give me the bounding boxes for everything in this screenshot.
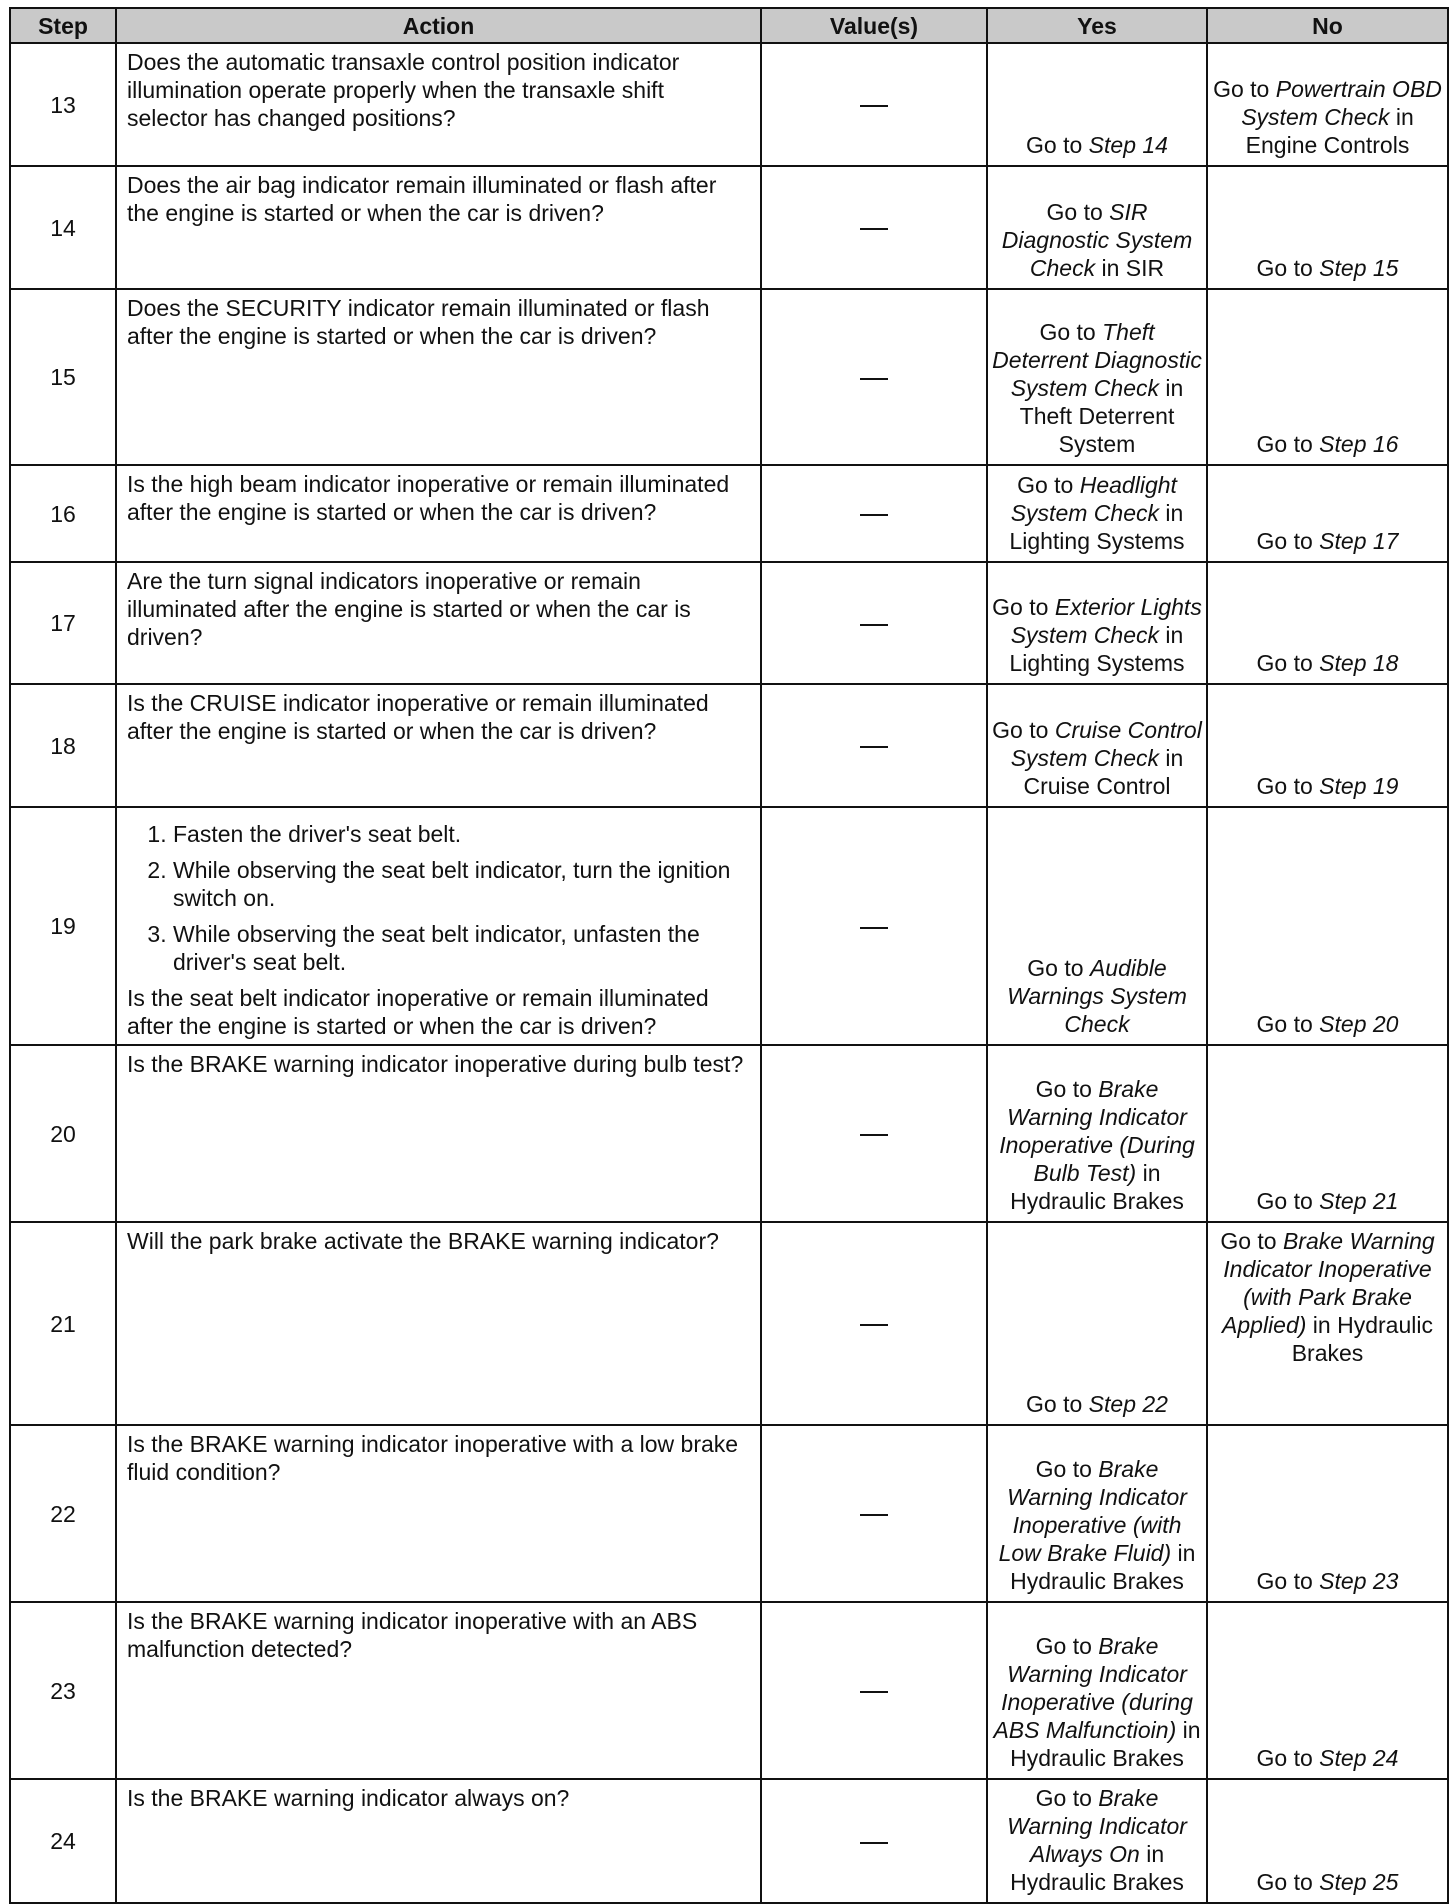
yes-cell: Go to SIR Diagnostic System Check in SIR (987, 166, 1207, 289)
step-number: 16 (10, 465, 116, 562)
action-text: Does the air bag indicator remain illuminated or flash after the engine is started or when the car is driven? (116, 166, 761, 289)
step-number: 17 (10, 562, 116, 684)
action-text: Is the high beam indicator inoperative or remain illuminated after the engine is started or when the car is driven? (116, 465, 761, 562)
step-number: 22 (10, 1425, 116, 1602)
no-cell: Go to Brake Warning Indicator Inoperative (with Park Brake Applied) in Hydraulic Brakes (1207, 1222, 1448, 1425)
value-dash (860, 1134, 888, 1136)
table-row (10, 562, 1448, 684)
value-dash (860, 1324, 888, 1326)
action-text: Is the BRAKE warning indicator inoperative during bulb test? (116, 1045, 761, 1222)
value-dash (860, 228, 888, 230)
yes-cell: Go to Brake Warning Indicator Inoperative (During Bulb Test) in Hydraulic Brakes (987, 1045, 1207, 1222)
step-number: 24 (10, 1779, 116, 1903)
no-cell: Go to Step 17 (1207, 465, 1448, 562)
value-dash (860, 1691, 888, 1693)
table-row (10, 807, 1448, 1045)
list-item: 2. While observing the seat belt indicator, turn the ignition switch on. (173, 856, 750, 912)
no-cell: Go to Step 21 (1207, 1045, 1448, 1222)
value-dash (860, 1842, 888, 1844)
step-number: 14 (10, 166, 116, 289)
value-cell (761, 43, 987, 166)
action-text: Is the BRAKE warning indicator always on? (116, 1779, 761, 1903)
yes-cell: Go to Step 14 (987, 43, 1207, 166)
step-number: 15 (10, 289, 116, 465)
action-text: Is the BRAKE warning indicator inoperative with a low brake fluid condition? (116, 1425, 761, 1602)
list-item: 3. While observing the seat belt indicator, unfasten the driver's seat belt. (173, 920, 750, 976)
action-text: Will the park brake activate the BRAKE warning indicator? (116, 1222, 761, 1425)
action-text: Does the automatic transaxle control position indicator illumination operate properly when the transaxle shift selector has changed positions? (116, 43, 761, 166)
table-row (10, 1779, 1448, 1903)
step-number: 20 (10, 1045, 116, 1222)
action-steps-list (127, 820, 750, 976)
table-row (10, 289, 1448, 465)
value-dash (860, 105, 888, 107)
step-number: 19 (10, 807, 116, 1045)
action-text (116, 807, 761, 1045)
step-number: 23 (10, 1602, 116, 1779)
value-dash (860, 624, 888, 626)
header-step: Step (10, 8, 116, 43)
table-row (10, 166, 1448, 289)
no-cell: Go to Step 23 (1207, 1425, 1448, 1602)
diagnostic-table (9, 7, 1449, 1904)
value-cell (761, 465, 987, 562)
value-cell (761, 1779, 987, 1903)
no-cell: Go to Step 24 (1207, 1602, 1448, 1779)
step-number: 13 (10, 43, 116, 166)
value-dash (860, 514, 888, 516)
action-text: Is the BRAKE warning indicator inoperative with an ABS malfunction detected? (116, 1602, 761, 1779)
header-values: Value(s) (761, 8, 987, 43)
yes-cell: Go to Brake Warning Indicator Inoperative (during ABS Malfunctioin) in Hydraulic Brakes (987, 1602, 1207, 1779)
header-yes: Yes (987, 8, 1207, 43)
action-text: Does the SECURITY indicator remain illuminated or flash after the engine is started or when the car is driven? (116, 289, 761, 465)
no-cell: Go to Step 16 (1207, 289, 1448, 465)
yes-cell: Go to Audible Warnings System Check (987, 807, 1207, 1045)
value-dash (860, 1514, 888, 1516)
no-cell: Go to Step 18 (1207, 562, 1448, 684)
header-row (10, 8, 1448, 43)
value-cell (761, 1222, 987, 1425)
table-row (10, 43, 1448, 166)
no-cell: Go to Step 20 (1207, 807, 1448, 1045)
value-cell (761, 289, 987, 465)
no-cell: Go to Step 19 (1207, 684, 1448, 807)
value-dash (860, 746, 888, 748)
value-cell (761, 562, 987, 684)
yes-cell: Go to Headlight System Check in Lighting Systems (987, 465, 1207, 562)
table-row (10, 1602, 1448, 1779)
table-row (10, 1222, 1448, 1425)
header-no: No (1207, 8, 1448, 43)
action-text: Are the turn signal indicators inoperative or remain illuminated after the engine is started or when the car is driven? (116, 562, 761, 684)
value-cell (761, 1602, 987, 1779)
value-cell (761, 1045, 987, 1222)
no-cell: Go to Step 25 (1207, 1779, 1448, 1903)
yes-cell: Go to Step 22 (987, 1222, 1207, 1425)
value-cell (761, 684, 987, 807)
list-item: 1. Fasten the driver's seat belt. (173, 820, 750, 848)
value-dash (860, 927, 888, 929)
value-cell (761, 166, 987, 289)
table-row (10, 1425, 1448, 1602)
header-action: Action (116, 8, 761, 43)
yes-cell: Go to Brake Warning Indicator Inoperative (with Low Brake Fluid) in Hydraulic Brakes (987, 1425, 1207, 1602)
table-row (10, 465, 1448, 562)
action-text: Is the CRUISE indicator inoperative or remain illuminated after the engine is started or when the car is driven? (116, 684, 761, 807)
yes-cell: Go to Theft Deterrent Diagnostic System Check in Theft Deterrent System (987, 289, 1207, 465)
step-number: 21 (10, 1222, 116, 1425)
value-dash (860, 378, 888, 380)
no-cell: Go to Powertrain OBD System Check in Engine Controls (1207, 43, 1448, 166)
yes-cell: Go to Cruise Control System Check in Cruise Control (987, 684, 1207, 807)
table-row (10, 1045, 1448, 1222)
yes-cell: Go to Exterior Lights System Check in Lighting Systems (987, 562, 1207, 684)
no-cell: Go to Step 15 (1207, 166, 1448, 289)
yes-cell: Go to Brake Warning Indicator Always On in Hydraulic Brakes (987, 1779, 1207, 1903)
value-cell (761, 807, 987, 1045)
table-row (10, 684, 1448, 807)
step-number: 18 (10, 684, 116, 807)
value-cell (761, 1425, 987, 1602)
action-question: Is the seat belt indicator inoperative or remain illuminated after the engine is started or when the car is driven? (127, 985, 709, 1039)
